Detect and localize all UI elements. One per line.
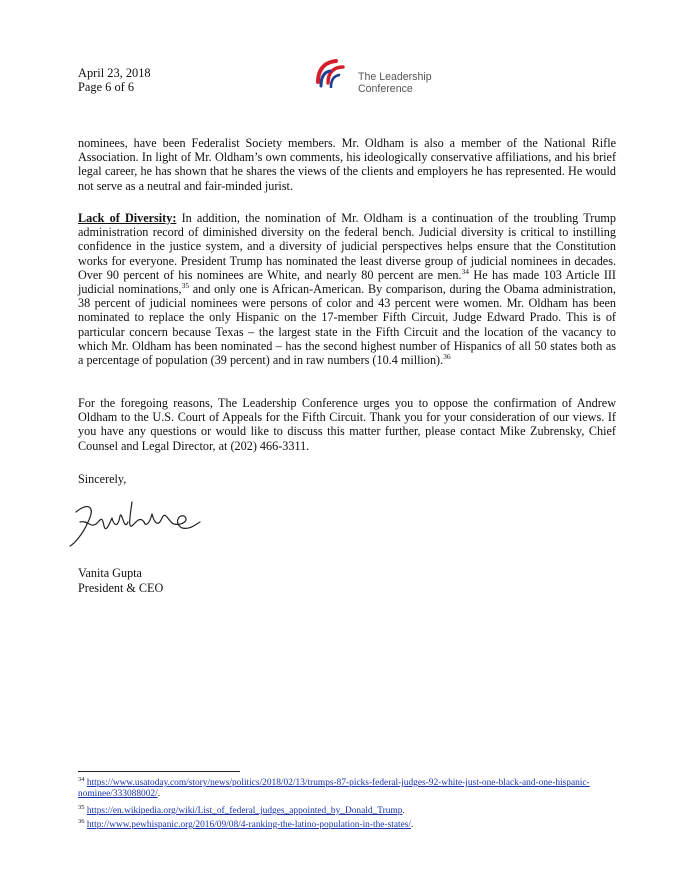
paragraph-diversity (78, 211, 616, 367)
logo-line-1: The Leadership (358, 71, 432, 83)
signer-title: President & CEO (78, 581, 164, 595)
footnote-link[interactable]: http://www.pewhispanic.org/2016/09/08/4-ranking-the-latino-population-in-the-states/ (86, 820, 411, 830)
letter-date: April 23, 2018 (78, 66, 151, 80)
footnote-tail: . (157, 789, 161, 799)
signature-image (66, 492, 206, 552)
logo-line-2: Conference (358, 83, 413, 95)
signer-name: Vanita Gupta (78, 566, 142, 580)
diversity-text-2: He has made 103 Article III judicial nominations, (78, 267, 616, 297)
footnote-ref-34[interactable]: 34 (461, 266, 469, 276)
footnote-link[interactable]: https://www.usatoday.com/story/news/politics/2018/02/13/trumps-87-picks-federal-judges-92-white-just-one-black-and-one-hispanic-nominee/333088002/ (78, 778, 590, 799)
organization-logo (312, 56, 462, 100)
logo-wordmark (358, 71, 432, 95)
footnote-ref-36[interactable]: 36 (443, 351, 451, 361)
page-number: Page 6 of 6 (78, 80, 135, 94)
paragraph-jurist: nominees, have been Federalist Society members. Mr. Oldham is also a member of the National Rifle Association. In light of Mr. Oldham’s own comments, his ideologically conservative affiliations, and his brief legal career, he has shown that he shares the views of the clients and employers he has represented. He would not serve as a neutral and fair-minded jurist. (78, 136, 616, 193)
logo-mark-icon (312, 56, 356, 88)
footnote-35 (78, 803, 618, 817)
footnote-number: 34 (78, 775, 85, 783)
footnote-34 (78, 775, 618, 800)
footnote-divider (78, 771, 240, 772)
diversity-heading: Lack of Diversity: (78, 211, 177, 225)
footnote-link[interactable]: https://en.wikipedia.org/wiki/List_of_federal_judges_appointed_by_Donald_Trump (86, 806, 403, 816)
footnote-36 (78, 817, 618, 831)
footnote-number: 35 (78, 803, 85, 811)
diversity-text-1: In addition, the nomination of Mr. Oldham is a continuation of the troubling Trump administration record of diminished diversity on the federal bench. Judicial diversity is critical to instilling confidence in the justice system, and a diversity of judicial perspectives helps ensure that the Constitution works for everyone. President Trump has nominated the least diverse group of judicial nominees in decades. Over 90 percent of his nominees are White, and nearly 80 percent are men. (78, 211, 616, 282)
footnote-ref-35[interactable]: 35 (181, 280, 190, 290)
footnote-tail: . (402, 806, 405, 816)
footnote-tail: . (411, 820, 414, 830)
salutation: Sincerely, (78, 472, 127, 486)
diversity-text-3: and only one is African-American. By comparison, during the Obama administration, 38 percent of judicial nominees were persons of color and 43 percent were women. Mr. Oldham has been nominated to replace the only Hispanic on the 17-member Fifth Circuit, Judge Edward Prado. This is of particular concern because Texas – the largest state in the Fifth Circuit and the location of the vacancy to which Mr. Oldham has been nominated – has the second highest number of Hispanics of all 50 states both as a percentage of population (39 percent) and in raw numbers (10.4 million). (78, 282, 616, 368)
footnote-number: 36 (78, 817, 85, 825)
paragraph-conclusion: For the foregoing reasons, The Leadership Conference urges you to oppose the confirmation of Andrew Oldham to the U.S. Court of Appeals for the Fifth Circuit. Thank you for your consideration of our views. If you have any questions or would like to discuss this matter further, please contact Mike Zubrensky, Chief Counsel and Legal Director, at (202) 466-3311. (78, 396, 616, 453)
